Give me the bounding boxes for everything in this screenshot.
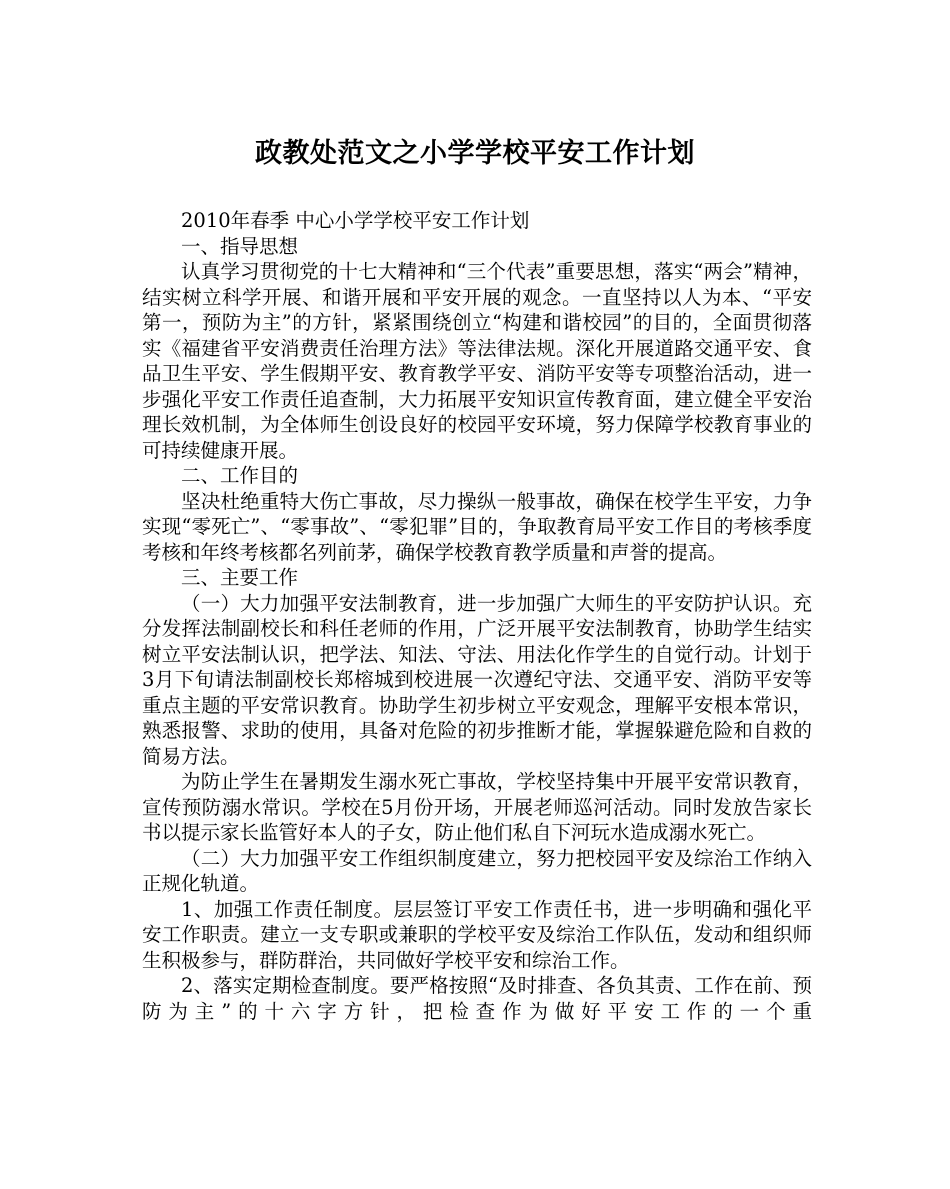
section-heading-work-goals: 二、工作目的 <box>181 464 299 487</box>
paragraph-guiding-ideology: 认真学习贯彻党的十七大精神和“三个代表”重要思想，落实“两会”精神，结实树立科学开展、和谐开展和平安开展的观念。一直坚持以人为本、“平安第一，预防为主”的方针，紧紧围绕创立“构建和谐校园”的目的，全面贯彻落实《福建省平安消费责任治理方法》等法律法规。深化开展道路交通平安、食品卫生平安、学生假期平安、教育教学平安、消防平安等专项整治活动，进一步强化平安工作责任追查制，大力拓展平安知识宣传教育面，建立健全平安治理长效机制，为全体师生创设良好的校园平安环境，努力保障学校教育事业的可持续健康开展。 <box>142 260 812 462</box>
paragraph-responsibility-system: 1、加强工作责任制度。层层签订平安工作责任书，进一步明确和强化平安工作职责。建立一支专职或兼职的学校平安及综治工作队伍，发动和组织师生积极参与，群防群治，共同做好学校平安和综治工作。 <box>142 897 812 972</box>
document-body <box>142 208 812 1024</box>
paragraph-main-work-1: （一）大力加强平安法制教育，进一步加强广大师生的平安防护认识。充分发挥法制副校长和科任老师的作用，广泛开展平安法制教育，协助学生结实树立平安法制认识，把学法、知法、守法、用法化作学生的自觉行动。计划于3月下旬请法制副校长郑榕城到校进展一次遵纪守法、交通平安、消防平安等重点主题的平安常识教育。协助学生初步树立平安观念，理解平安根本常识，熟悉报警、求助的使用，具备对危险的初步推断才能，掌握躲避危险和自救的简易方法。 <box>142 591 812 768</box>
paragraph-inspection-system: 2、落实定期检查制度。要严格按照“及时排查、各负其责、工作在前、预防为主”的十六字方针，把检查作为做好平安工作的一个重 <box>142 974 812 1023</box>
paragraph-heading-plan: 2010年春季 中心小学学校平安工作计划 <box>181 209 530 232</box>
paragraph-work-goals: 坚决杜绝重特大伤亡事故，尽力操纵一般事故，确保在校学生平安，力争实现“零死亡”、“零事故”、“零犯罪”目的，争取教育局平安工作目的考核季度考核和年终考核都名列前茅，确保学校教育教学质量和声誉的提高。 <box>142 489 812 564</box>
document-title: 政教处范文之小学学校平安工作计划 <box>255 138 695 169</box>
section-heading-guiding-ideology: 一、指导思想 <box>181 234 299 258</box>
paragraph-drowning-prevention: 为防止学生在暑期发生溺水死亡事故，学校坚持集中开展平安常识教育，宣传预防溺水常识。学校在5月份开场，开展老师巡河活动。同时发放告家长书以提示家长监管好本人的子女，防止他们私自下河玩水造成溺水死亡。 <box>142 770 812 844</box>
section-heading-main-work: 三、主要工作 <box>181 566 299 589</box>
paragraph-main-work-2: （二）大力加强平安工作组织制度建立，努力把校园平安及综治工作纳入正规化轨道。 <box>142 846 812 895</box>
